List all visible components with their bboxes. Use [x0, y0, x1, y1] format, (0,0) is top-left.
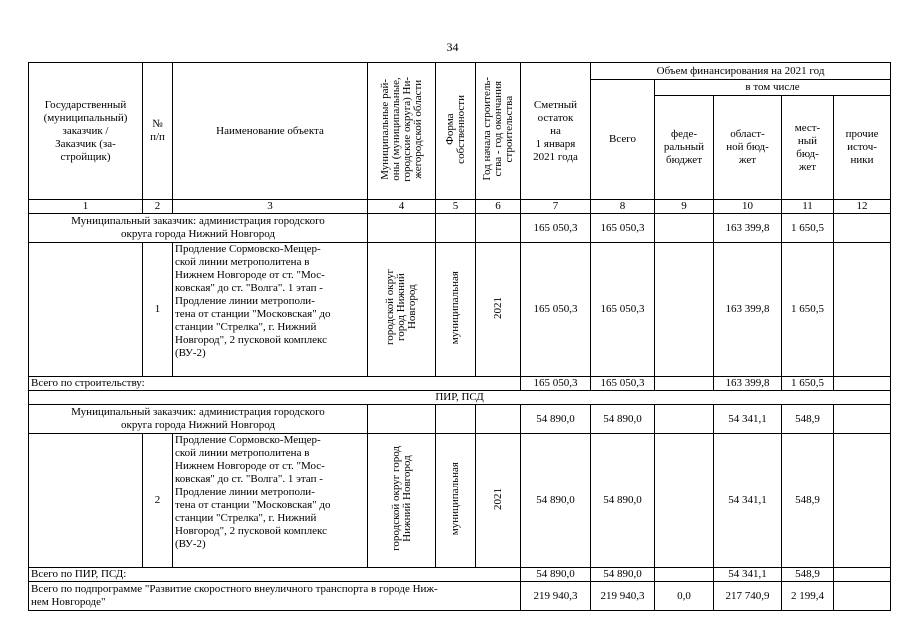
- col-number: 5: [436, 200, 476, 214]
- col-number: 6: [476, 200, 521, 214]
- federal-cell: [655, 214, 714, 243]
- col-number: 3: [173, 200, 368, 214]
- regional-cell: 163 399,8: [714, 214, 782, 243]
- total-cell: 54 890,0: [591, 568, 655, 582]
- regional-cell: 54 341,1: [714, 434, 782, 568]
- other-cell: [834, 214, 891, 243]
- estimate-cell: 165 050,3: [521, 214, 591, 243]
- years-cell: 2021: [476, 434, 521, 568]
- local-cell: 548,9: [782, 405, 834, 434]
- object-name: Продление Сормовско-Мещер- ской линии метрополитена в Нижнем Новгороде от ст. "Мос- ковская" до ст. "Волга". 1 этап - Продление линии метрополи- тена от станции "Московская" до станции "Стрелка", г. Нижний Новгород", 2 пусковой комплекс (ВУ-2): [173, 434, 368, 568]
- header-districts: Муниципальные рай- оны (муниципальные, городские округа) Ни- жегородской области: [368, 63, 436, 200]
- regional-cell: 54 341,1: [714, 568, 782, 582]
- other-cell: [834, 582, 891, 611]
- ownership-cell: муниципальная: [436, 243, 476, 377]
- section-title-row: [29, 391, 891, 405]
- local-cell: 548,9: [782, 434, 834, 568]
- grand-total-row: [29, 582, 891, 611]
- header-estimate: Сметный остаток на 1 января 2021 года: [521, 63, 591, 200]
- section-title: ПИР, ПСД: [29, 391, 891, 405]
- total-cell: 219 940,3: [591, 582, 655, 611]
- other-cell: [834, 405, 891, 434]
- estimate-cell: 54 890,0: [521, 568, 591, 582]
- col-number: 11: [782, 200, 834, 214]
- header-including: в том числе: [655, 80, 891, 96]
- col-number: 12: [834, 200, 891, 214]
- ownership-cell: муниципальная: [436, 434, 476, 568]
- column-numbers-row: [29, 200, 891, 214]
- customer-label: Муниципальный заказчик: администрация городского округа города Нижний Новгород: [29, 214, 368, 243]
- federal-cell: [655, 568, 714, 582]
- object-row: [29, 243, 891, 377]
- col-number: 2: [143, 200, 173, 214]
- header-customer: Государственный (муниципальный) заказчик / Заказчик (за- стройщик): [29, 63, 143, 200]
- object-name: Продление Сормовско-Мещер- ской линии метрополитена в Нижнем Новгороде от ст. "Мос- ковская" до ст. "Волга". 1 этап - Продление линии метрополи- тена от станции "Московская" до станции "Стрелка", г. Нижний Новгород", 2 пусковой комплекс (ВУ-2): [173, 243, 368, 377]
- other-cell: [834, 434, 891, 568]
- grand-total-label: Всего по подпрограмме "Развитие скоростного внеуличного транспорта в городе Ниж- нем Новгороде": [29, 582, 521, 611]
- district-cell: городской округ город Нижний Новгород: [368, 243, 436, 377]
- row-number: 2: [143, 434, 173, 568]
- financing-table: [28, 62, 891, 611]
- estimate-cell: 165 050,3: [521, 243, 591, 377]
- total-cell: 54 890,0: [591, 405, 655, 434]
- years-cell: 2021: [476, 243, 521, 377]
- row-number: 1: [143, 243, 173, 377]
- federal-cell: [655, 243, 714, 377]
- object-row: [29, 434, 891, 568]
- local-cell: 1 650,5: [782, 214, 834, 243]
- regional-cell: 54 341,1: [714, 405, 782, 434]
- customer-row: [29, 405, 891, 434]
- col-number: 7: [521, 200, 591, 214]
- total-cell: 165 050,3: [591, 377, 655, 391]
- total-row: [29, 377, 891, 391]
- other-cell: [834, 377, 891, 391]
- total-label: Всего по ПИР, ПСД:: [29, 568, 521, 582]
- header-years: Год начала строитель- ства - год окончания строительства: [476, 63, 521, 200]
- district-cell: городской округ город Нижний Новгород: [368, 434, 436, 568]
- regional-cell: 163 399,8: [714, 243, 782, 377]
- total-cell: 165 050,3: [591, 214, 655, 243]
- estimate-cell: 165 050,3: [521, 377, 591, 391]
- local-cell: 2 199,4: [782, 582, 834, 611]
- estimate-cell: 54 890,0: [521, 405, 591, 434]
- col-number: 9: [655, 200, 714, 214]
- page-number: 34: [446, 40, 459, 54]
- col-number: 10: [714, 200, 782, 214]
- col-number: 4: [368, 200, 436, 214]
- local-cell: 1 650,5: [782, 243, 834, 377]
- header-ownership: Форма собственности: [436, 63, 476, 200]
- header-local: мест- ный бюд- жет: [782, 96, 834, 200]
- header-object: Наименование объекта: [173, 63, 368, 200]
- customer-label: Муниципальный заказчик: администрация городского округа города Нижний Новгород: [29, 405, 368, 434]
- federal-cell: [655, 434, 714, 568]
- total-cell: 54 890,0: [591, 434, 655, 568]
- federal-cell: [655, 405, 714, 434]
- other-cell: [834, 568, 891, 582]
- local-cell: 548,9: [782, 568, 834, 582]
- estimate-cell: 219 940,3: [521, 582, 591, 611]
- header-regional: област- ной бюд- жет: [714, 96, 782, 200]
- header-federal: феде- ральный бюджет: [655, 96, 714, 200]
- col-number: 1: [29, 200, 143, 214]
- estimate-cell: 54 890,0: [521, 434, 591, 568]
- regional-cell: 217 740,9: [714, 582, 782, 611]
- local-cell: 1 650,5: [782, 377, 834, 391]
- col-number: 8: [591, 200, 655, 214]
- total-row: [29, 568, 891, 582]
- total-cell: 165 050,3: [591, 243, 655, 377]
- header-funding: Объем финансирования на 2021 год: [591, 63, 891, 80]
- other-cell: [834, 243, 891, 377]
- header-number: № п/п: [143, 63, 173, 200]
- regional-cell: 163 399,8: [714, 377, 782, 391]
- federal-cell: 0,0: [655, 582, 714, 611]
- federal-cell: [655, 377, 714, 391]
- header-total: Всего: [591, 80, 655, 200]
- header-other: прочие источ- ники: [834, 96, 891, 200]
- total-label: Всего по строительству:: [29, 377, 521, 391]
- customer-row: [29, 214, 891, 243]
